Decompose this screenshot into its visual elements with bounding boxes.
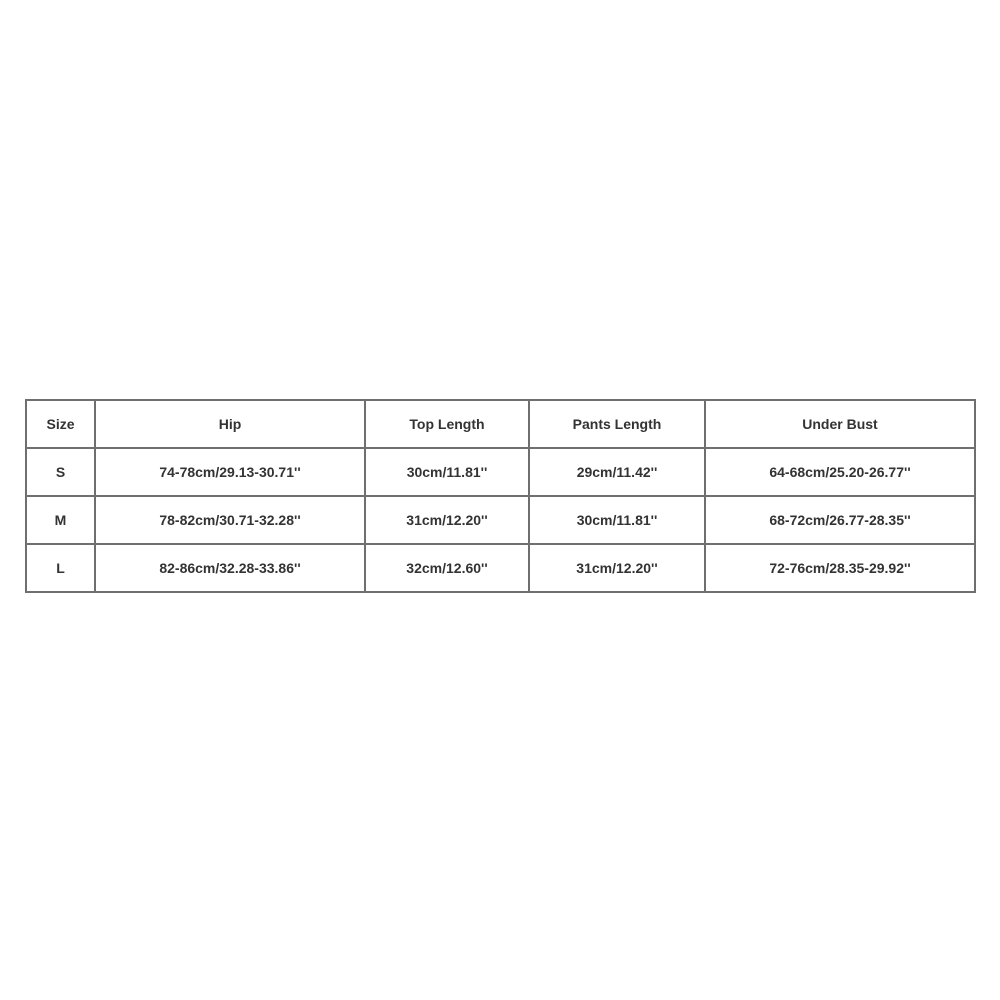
table-row [26, 496, 975, 544]
cell-top-length: 30cm/11.81'' [365, 448, 529, 496]
table-row [26, 448, 975, 496]
header-cell-hip: Hip [95, 400, 365, 448]
header-cell-top-length: Top Length [365, 400, 529, 448]
cell-hip: 82-86cm/32.28-33.86'' [95, 544, 365, 592]
cell-hip: 74-78cm/29.13-30.71'' [95, 448, 365, 496]
cell-top-length: 32cm/12.60'' [365, 544, 529, 592]
size-chart-table [25, 399, 976, 593]
header-cell-pants-length: Pants Length [529, 400, 705, 448]
cell-top-length: 31cm/12.20'' [365, 496, 529, 544]
cell-under-bust: 68-72cm/26.77-28.35'' [705, 496, 975, 544]
cell-size: S [26, 448, 95, 496]
cell-under-bust: 64-68cm/25.20-26.77'' [705, 448, 975, 496]
header-row [26, 400, 975, 448]
cell-hip: 78-82cm/30.71-32.28'' [95, 496, 365, 544]
cell-pants-length: 29cm/11.42'' [529, 448, 705, 496]
header-cell-size: Size [26, 400, 95, 448]
cell-pants-length: 31cm/12.20'' [529, 544, 705, 592]
cell-under-bust: 72-76cm/28.35-29.92'' [705, 544, 975, 592]
cell-pants-length: 30cm/11.81'' [529, 496, 705, 544]
cell-size: L [26, 544, 95, 592]
cell-size: M [26, 496, 95, 544]
table-row [26, 544, 975, 592]
header-cell-under-bust: Under Bust [705, 400, 975, 448]
